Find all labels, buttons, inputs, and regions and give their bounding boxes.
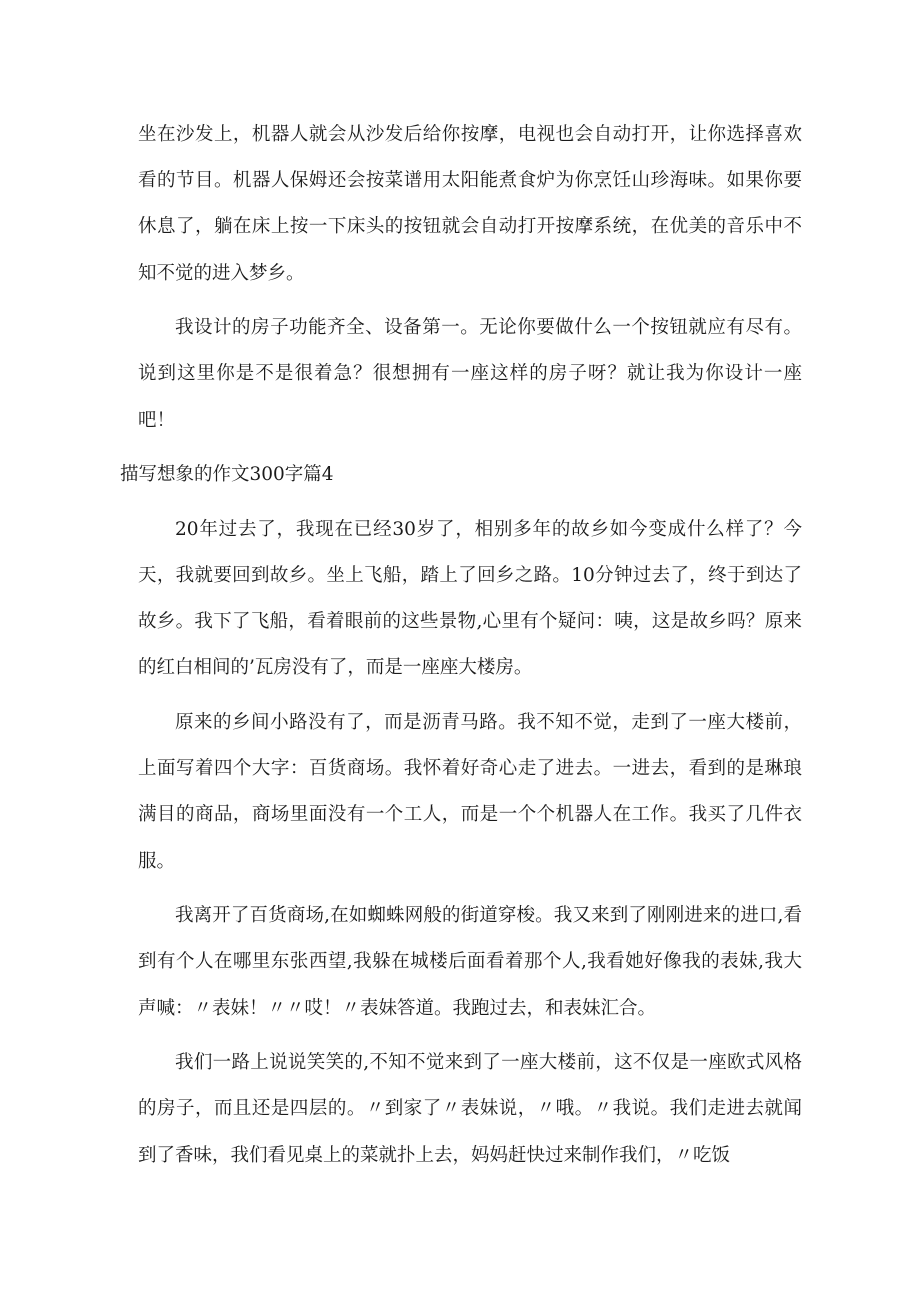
- paragraph-5: 我离开了百货商场,在如蜘蛛网般的街道穿梭。我又来到了刚刚进来的进口,看到有个人在哪里东张西望,我躲在城楼后面看着那个人,我看她好像我的表妹,我大声喊：〃表妹！〃〃哎！〃表妹答道。我跑过去，和表妹汇合。: [138, 905, 802, 1019]
- paragraph-3: 20年过去了，我现在已经30岁了，相别多年的故乡如今变成什么样了？今天，我就要回到故乡。坐上飞船，踏上了回乡之路。10分钟过去了，终于到达了故乡。我下了飞船，看着眼前的这些景物,心里有个疑问：咦，这是故乡吗？原来的红白相间的’瓦房没有了，而是一座座大楼房。: [138, 518, 802, 679]
- paragraph-4: 原来的乡间小路没有了，而是沥青马路。我不知不觉，走到了一座大楼前，上面写着四个大字：百货商场。我怀着好奇心走了进去。一进去，看到的是琳琅满目的商品，商场里面没有一个工人，而是一个个机器人在工作。我买了几件衣服。: [138, 712, 802, 872]
- paragraph-2: 我设计的房子功能齐全、设备第一。无论你要做什么一个按钮就应有尽有。说到这里你是不是很着急？很想拥有一座这样的房子呀？就让我为你设计一座吧！: [138, 317, 802, 431]
- paragraph-1: 坐在沙发上，机器人就会从沙发后给你按摩，电视也会自动打开，让你选择喜欢看的节目。机器人保姆还会按菜谱用太阳能煮食炉为你烹饪山珍海味。如果你要休息了，躺在床上按一下床头的按钮就会自动打开按摩系统，在优美的音乐中不知不觉的进入梦乡。: [138, 124, 802, 284]
- paragraph-6: 我们一路上说说笑笑的,不知不觉来到了一座大楼前，这不仅是一座欧式风格的房子，而且还是四层的。〃到家了〃表妹说，〃哦。〃我说。我们走进去就闻到了香味，我们看见桌上的菜就扑上去，妈妈赶快过来制作我们，〃吃饭: [138, 1052, 802, 1166]
- section-heading: 描写想象的作文300字篇4: [120, 464, 334, 486]
- document-body: [120, 112, 802, 1187]
